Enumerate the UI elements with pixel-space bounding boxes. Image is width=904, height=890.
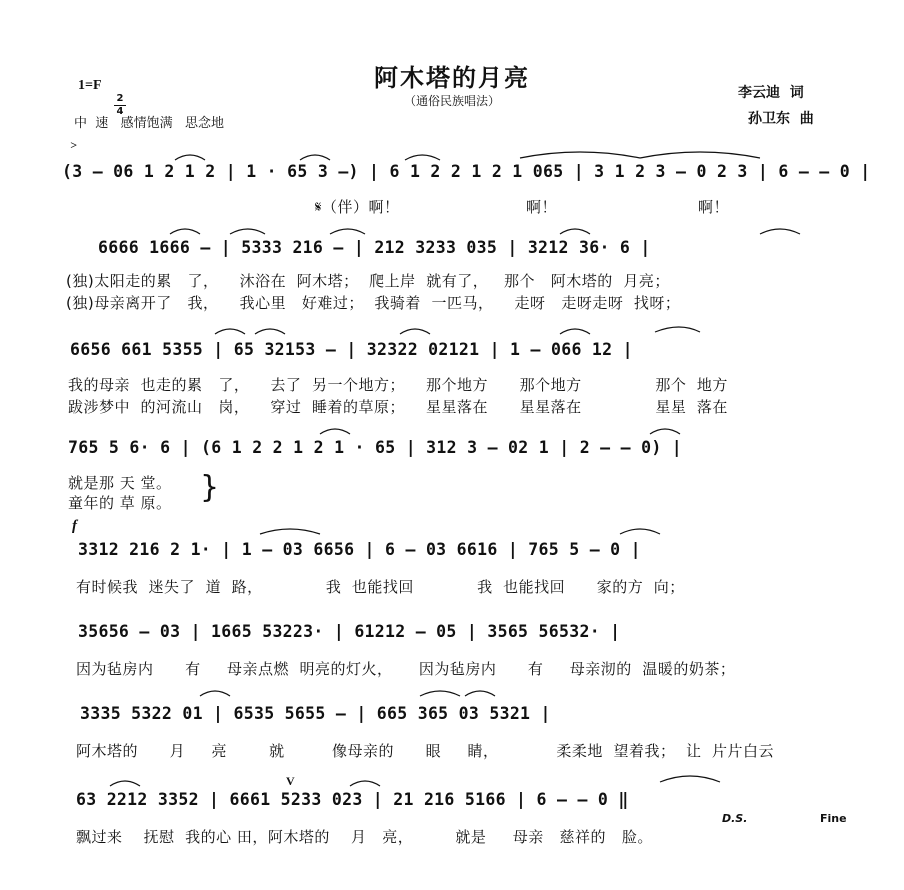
tempo-marking: 中 速 感情饱满 思念地 <box>74 116 225 131</box>
lyric-row-2-verse2: (独)母亲离开了 我， 我心里 好难过； 我骑着 一匹马， 走呀 走呀走呀 找呀； <box>66 294 681 312</box>
lyric-row-8: 飘过来 抚慰 我的心 田，阿木塔的 月 亮， 就是 母亲 慈祥的 脸。 <box>76 828 653 846</box>
notation-row-6: 35656 — 03 | 1665 53223· | 61212 — 05 | 3565 56532· | <box>78 622 621 641</box>
breath-mark: V <box>286 774 295 788</box>
lyric-row-6: 因为毡房内 有 母亲点燃 明亮的灯火， 因为毡房内 有 母亲沏的 温暖的奶茶； <box>76 660 736 678</box>
accent-mark: > <box>70 138 77 152</box>
lyric-row-3-verse2: 跋涉梦中 的河流山 岗， 穿过 睡着的草原； 星星落在 星星落在 星星 落在 <box>68 398 728 416</box>
lyricist-credit: 李云迪 词 <box>738 85 804 101</box>
notation-row-4: 765 5 6· 6 | (6 1 2 2 1 2 1 · 65 | 312 3 — 02 1 | 2 — — 0) | <box>68 438 683 457</box>
notation-row-1: (3 — 06 1 2 1 2 | 1 · 65 3 —) | 6 1 2 2 1 2 1 065 | 3 1 2 3 — 0 2 3 | 6 — — 0 | <box>62 162 871 181</box>
composer-credit: 孙卫东 曲 <box>748 111 814 127</box>
fine-mark: Fine <box>820 812 847 825</box>
forte-mark: f <box>72 518 77 534</box>
key-signature: 1=F <box>78 78 102 93</box>
notation-row-2: 6666 1666 — | 5333 216 — | 212 3233 035 | 3212 36· 6 | <box>98 238 651 257</box>
notation-row-5: 3312 216 2 1· | 1 — 03 6656 | 6 — 03 6616 | 765 5 — 0 | <box>78 540 641 559</box>
lyric-row-4-verse2: 童年的 草 原。 <box>68 494 172 512</box>
lyric-row-1b: 啊！ <box>526 198 558 216</box>
notation-row-3: 6656 661 5355 | 65 32153 — | 32322 02121 | 1 — 066 12 | <box>70 340 633 359</box>
ds-mark: D.S. <box>722 812 748 825</box>
notation-row-8: 63 2212 3352 | 6661 5233 023 | 21 216 5166 | 6 — — 0 ‖ <box>76 790 629 809</box>
song-subtitle: （通俗民族唱法） <box>403 94 500 108</box>
time-sig-denominator: 4 <box>116 106 124 117</box>
lyric-row-4-verse1: 就是那 天 堂。 <box>68 474 172 492</box>
lyric-row-7: 阿木塔的 月 亮 就 像母亲的 眼 睛， 柔柔地 望着我； 让 片片白云 <box>76 742 775 760</box>
song-title: 阿木塔的月亮 <box>374 63 530 92</box>
notation-row-7: 3335 5322 01 | 6535 5655 — | 665 365 03 5321 | <box>80 704 551 723</box>
lyric-row-2-verse1: (独)太阳走的累 了， 沐浴在 阿木塔； 爬上岸 就有了， 那个 阿木塔的 月亮； <box>66 272 670 290</box>
lyric-row-1c: 啊！ <box>698 198 730 216</box>
lyric-row-1a: 𝄋（伴）啊！ <box>315 198 400 216</box>
verse-brace: } <box>200 470 220 505</box>
lyric-row-5: 有时候我 迷失了 道 路， 我 也能找回 我 也能找回 家的方 向； <box>76 578 685 596</box>
time-sig-numerator: 2 <box>116 93 124 104</box>
lyric-row-3-verse1: 我的母亲 也走的累 了， 去了 另一个地方； 那个地方 那个地方 那个 地方 <box>68 376 728 394</box>
